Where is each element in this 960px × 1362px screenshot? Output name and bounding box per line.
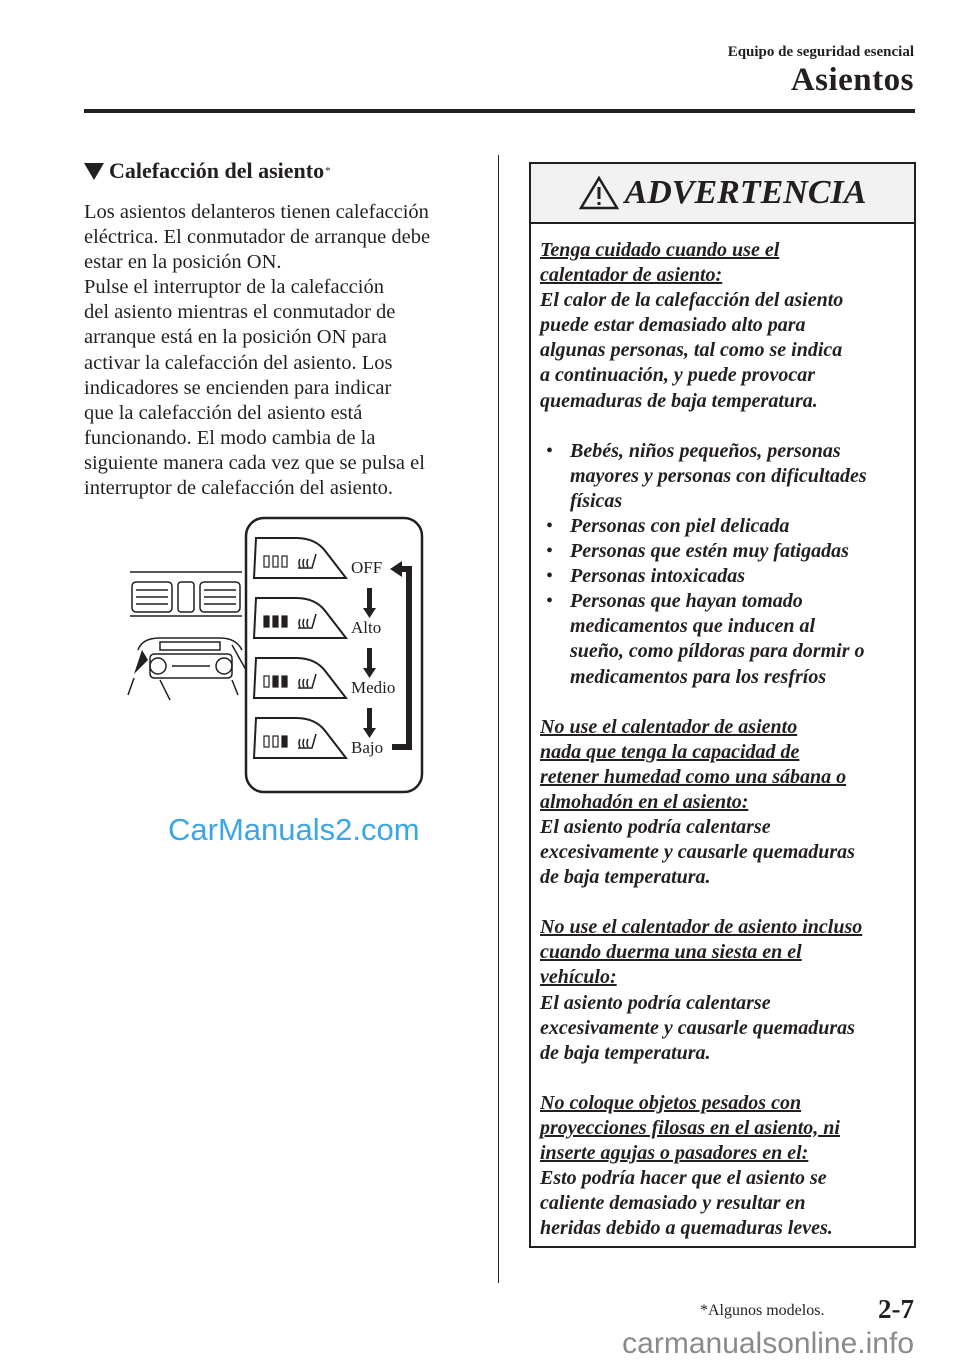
asterisk-mark: * bbox=[325, 165, 331, 177]
section-heading-text: Calefacción del asiento bbox=[109, 158, 325, 183]
bullet-dot-icon: • bbox=[546, 590, 554, 613]
bullet-line: Bebés, niños pequeños, personas bbox=[570, 439, 841, 462]
warning-line: No use el calentador de asiento incluso bbox=[540, 916, 863, 939]
warning-line: El asiento podría calentarse bbox=[540, 991, 771, 1014]
bullet-text bbox=[570, 539, 849, 564]
warning-line: inserte agujas o pasadores en el: bbox=[540, 1142, 809, 1164]
warning-line: caliente demasiado y resultar en bbox=[540, 1192, 806, 1215]
warning-line: de baja temperatura. bbox=[540, 1041, 711, 1064]
bullet-text bbox=[570, 514, 789, 539]
warning-subheading bbox=[540, 238, 867, 288]
bullet-item bbox=[540, 564, 867, 589]
body-line: eléctrica. El conmutador de arranque debe bbox=[84, 226, 431, 249]
bullet-line: Personas que hayan tomado bbox=[570, 590, 803, 613]
warning-paragraph bbox=[540, 288, 867, 413]
heat-level-indicator bbox=[264, 556, 269, 567]
pointer-arrow-icon bbox=[134, 650, 148, 674]
warning-line: quemaduras de baja temperatura. bbox=[540, 389, 818, 412]
warning-subheading bbox=[540, 715, 867, 815]
bullet-line: Personas intoxicadas bbox=[570, 565, 746, 588]
watermark-carmanuals2: CarManuals2.com bbox=[168, 812, 420, 847]
warning-line: algunas personas, tal como se indica bbox=[540, 339, 843, 362]
warning-line: nada que tenga la capacidad de bbox=[540, 740, 800, 763]
body-line: indicadores se encienden para indicar bbox=[84, 376, 392, 399]
bullet-line: Personas que estén muy fatigadas bbox=[570, 540, 849, 563]
heat-level-indicator bbox=[282, 736, 287, 747]
mode-label-off: OFF bbox=[351, 558, 383, 577]
column-divider bbox=[498, 155, 499, 1283]
warning-line: Tenga cuidado cuando use el bbox=[540, 239, 780, 261]
bullet-line: sueño, como píldoras para dormir o bbox=[570, 640, 865, 663]
heat-level-indicator bbox=[273, 736, 278, 747]
bullet-text bbox=[570, 589, 864, 689]
bullet-item bbox=[540, 539, 867, 564]
warning-paragraph bbox=[540, 1166, 867, 1241]
warning-line: excesivamente y causarle quemaduras bbox=[540, 841, 855, 864]
body-line: Los asientos delanteros tienen calefacción bbox=[84, 201, 429, 223]
body-line: arranque está en la posición ON para bbox=[84, 326, 387, 349]
warning-line: Esto podría hacer que el asiento se bbox=[540, 1167, 827, 1190]
mode-label-alto: Alto bbox=[351, 618, 382, 637]
body-line: interruptor de calefacción del asiento. bbox=[84, 477, 394, 500]
body-line: funcionando. El modo cambia de la bbox=[84, 426, 376, 449]
warning-subheading bbox=[540, 915, 867, 990]
running-header-title: Asientos bbox=[790, 62, 914, 98]
warning-line: proyecciones filosas en el asiento, ni bbox=[540, 1116, 840, 1139]
warning-line: No use el calentador de asiento bbox=[540, 715, 798, 738]
heat-level-indicator bbox=[282, 676, 287, 687]
heat-level-indicator bbox=[282, 556, 287, 567]
warning-line: cuando duerma una siesta en el bbox=[540, 941, 802, 964]
bullet-item bbox=[540, 514, 867, 539]
heat-level-indicator bbox=[273, 616, 278, 627]
bullet-line: físicas bbox=[570, 489, 623, 512]
section-heading bbox=[84, 158, 331, 184]
bullet-dot-icon: • bbox=[546, 540, 554, 563]
bullet-dot-icon: • bbox=[546, 565, 554, 588]
bullet-line: medicamentos para los resfríos bbox=[570, 665, 827, 688]
mode-label-bajo: Bajo bbox=[351, 738, 384, 757]
heat-level-indicator bbox=[273, 556, 278, 567]
running-header-section: Equipo de seguridad esencial bbox=[727, 44, 914, 60]
body-line: que la calefacción del asiento está bbox=[84, 401, 363, 424]
warning-subheading bbox=[540, 1091, 867, 1166]
paragraph-gap bbox=[540, 890, 867, 915]
dashboard-vents-icon bbox=[128, 572, 246, 700]
mode-label-medio: Medio bbox=[351, 678, 396, 697]
heat-level-indicator bbox=[273, 676, 278, 687]
warning-line: calentador de asiento: bbox=[540, 264, 723, 287]
warning-line: No coloque objetos pesados con bbox=[540, 1091, 802, 1114]
warning-line: vehículo: bbox=[540, 966, 617, 989]
warning-paragraph bbox=[540, 991, 867, 1066]
bullet-line: mayores y personas con dificultades bbox=[570, 464, 867, 487]
body-line: estar en la posición ON. bbox=[84, 251, 282, 274]
warning-line: almohadón en el asiento: bbox=[540, 790, 749, 813]
heat-level-indicator bbox=[264, 616, 269, 627]
header-rule bbox=[84, 109, 915, 113]
warning-line: puede estar demasiado alto para bbox=[540, 314, 806, 337]
warning-body bbox=[540, 238, 867, 1241]
warning-line: El asiento podría calentarse bbox=[540, 815, 771, 838]
paragraph-gap bbox=[540, 414, 867, 439]
warning-line: de baja temperatura. bbox=[540, 866, 711, 889]
warning-title: ADVERTENCIA bbox=[624, 174, 867, 211]
warning-line: El calor de la calefacción del asiento bbox=[540, 289, 844, 312]
bullet-text bbox=[570, 439, 867, 514]
watermark-carmanualsonline: carmanualsonline.info bbox=[622, 1327, 914, 1360]
paragraph-gap bbox=[540, 1066, 867, 1091]
body-line: Pulse el interruptor de la calefacción bbox=[84, 276, 384, 299]
warning-box bbox=[529, 162, 916, 1248]
bullet-dot-icon: • bbox=[546, 514, 554, 537]
heat-level-indicator bbox=[264, 676, 269, 687]
seat-heater-illustration bbox=[120, 510, 440, 800]
body-line: siguiente manera cada vez que se pulsa el bbox=[84, 451, 425, 474]
heat-level-indicator bbox=[264, 736, 269, 747]
seat-heater-figure bbox=[120, 510, 440, 800]
bullet-text bbox=[570, 564, 745, 589]
bullet-dot-icon: • bbox=[546, 439, 554, 462]
warning-triangle-icon bbox=[579, 176, 619, 210]
warning-line: a continuación, y puede provocar bbox=[540, 364, 815, 387]
paragraph-gap bbox=[540, 690, 867, 715]
body-line: del asiento mientras el conmutador de bbox=[84, 301, 396, 324]
footnote: *Algunos modelos. bbox=[700, 1302, 825, 1319]
heat-level-indicator bbox=[282, 616, 287, 627]
warning-line: heridas debido a quemaduras leves. bbox=[540, 1217, 833, 1240]
section-body bbox=[84, 200, 430, 501]
bullet-item bbox=[540, 439, 867, 514]
warning-paragraph bbox=[540, 815, 867, 890]
triangle-bullet-icon bbox=[84, 163, 104, 180]
page-number: 2-7 bbox=[878, 1294, 914, 1324]
bullet-line: medicamentos que inducen al bbox=[570, 615, 815, 638]
body-line: activar la calefacción del asiento. Los bbox=[84, 351, 393, 374]
warning-line: retener humedad como una sábana o bbox=[540, 765, 847, 788]
bullet-line: Personas con piel delicada bbox=[570, 514, 790, 537]
bullet-item bbox=[540, 589, 867, 689]
warning-header bbox=[531, 164, 914, 224]
warning-line: excesivamente y causarle quemaduras bbox=[540, 1016, 855, 1039]
